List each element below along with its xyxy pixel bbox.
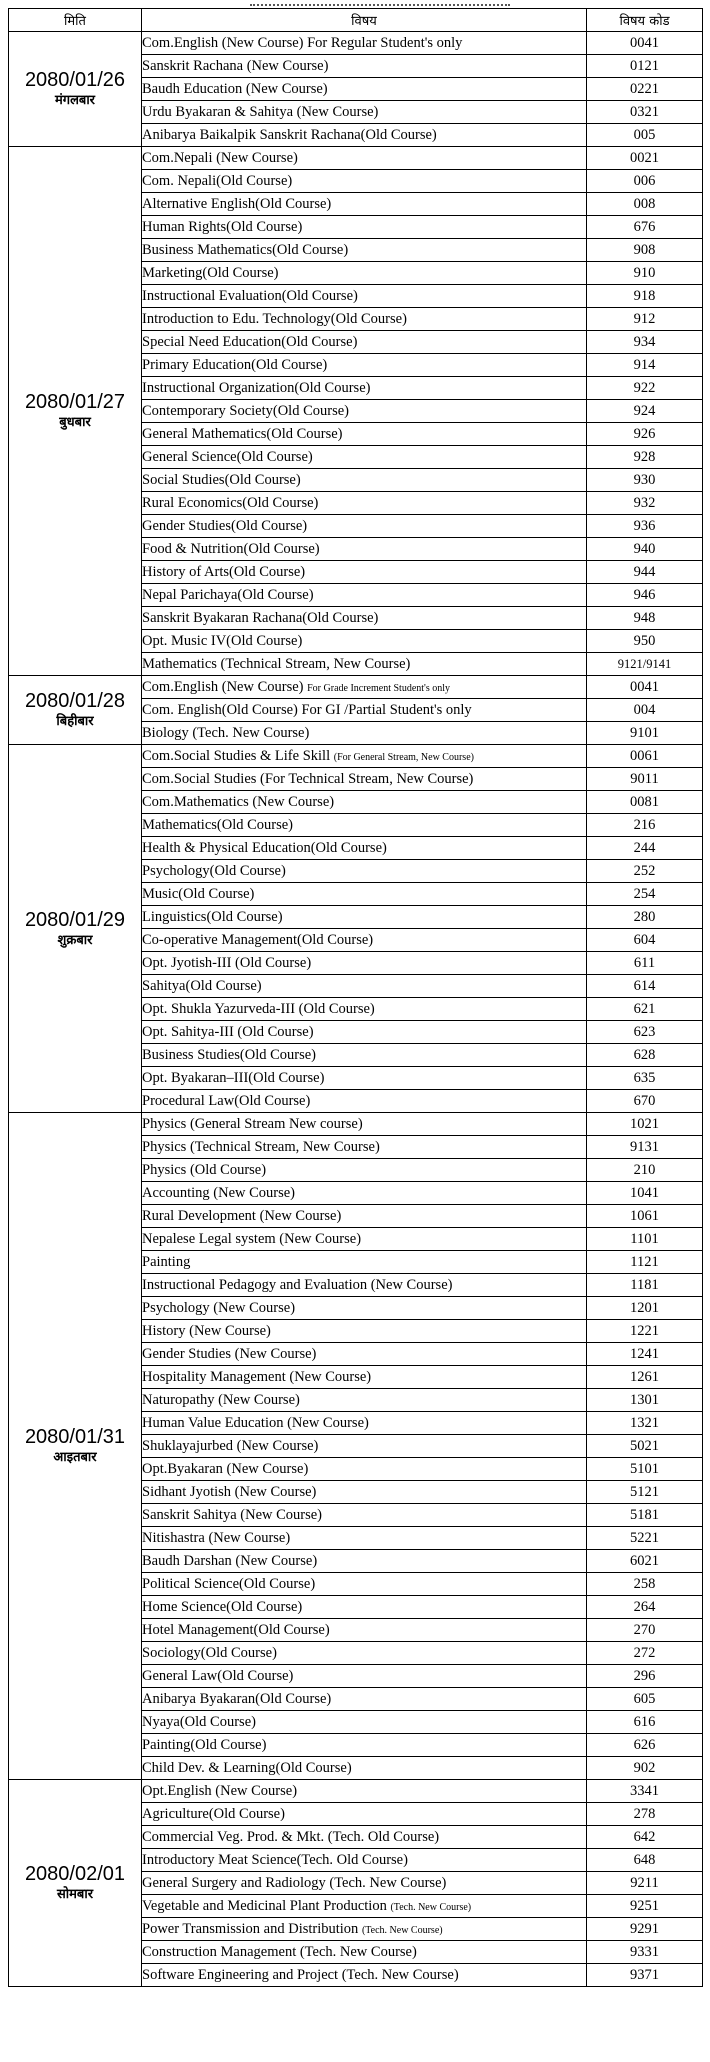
subject-name: Agriculture(Old Course): [142, 1805, 285, 1822]
subject-cell: [142, 1435, 587, 1458]
subject-name: Physics (General Stream New course): [142, 1115, 363, 1132]
subject-code: 1321: [587, 1412, 703, 1435]
subject-cell: [142, 1274, 587, 1297]
exam-weekday: मंगलबार: [54, 93, 95, 108]
subject-code: 946: [587, 584, 703, 607]
subject-name: Opt.Byakaran (New Course): [142, 1460, 309, 1477]
subject-code: 676: [587, 216, 703, 239]
exam-date: 2080/01/28: [24, 690, 126, 712]
subject-name: Instructional Pedagogy and Evaluation (New Course): [142, 1276, 453, 1293]
subject-code: 0041: [587, 676, 703, 699]
subject-name: Hotel Management(Old Course): [142, 1621, 330, 1638]
subject-code: 1221: [587, 1320, 703, 1343]
subject-name: Rural Development (New Course): [142, 1207, 342, 1224]
subject-code: 5101: [587, 1458, 703, 1481]
subject-cell: [142, 1458, 587, 1481]
subject-code: 5221: [587, 1527, 703, 1550]
subject-code: 9251: [587, 1895, 703, 1918]
subject-name: Human Value Education (New Course): [142, 1414, 369, 1431]
subject-code: 934: [587, 331, 703, 354]
subject-name: Instructional Organization(Old Course): [142, 379, 371, 396]
subject-code: 5181: [587, 1504, 703, 1527]
subject-code: 948: [587, 607, 703, 630]
subject-cell: [142, 1343, 587, 1366]
subject-code: 210: [587, 1159, 703, 1182]
subject-code: 1101: [587, 1228, 703, 1251]
subject-cell: [142, 1090, 587, 1113]
subject-name: Sociology(Old Course): [142, 1644, 277, 1661]
subject-name: Food & Nutrition(Old Course): [142, 540, 320, 557]
subject-cell: [142, 308, 587, 331]
subject-cell: [142, 193, 587, 216]
table-row: [9, 1113, 703, 1136]
subject-code: 252: [587, 860, 703, 883]
subject-name: Com.Social Studies & Life Skill: [142, 747, 331, 764]
exam-weekday: बिहीबार: [56, 714, 94, 729]
subject-cell: [142, 1021, 587, 1044]
exam-schedule-table: [8, 8, 703, 1987]
exam-date-cell: [9, 676, 142, 745]
subject-cell: [142, 216, 587, 239]
subject-cell: [142, 469, 587, 492]
subject-name: Rural Economics(Old Course): [142, 494, 319, 511]
subject-name: General Mathematics(Old Course): [142, 425, 343, 442]
subject-note: For Grade Increment Student's only: [307, 682, 451, 694]
subject-cell: [142, 354, 587, 377]
subject-code: 621: [587, 998, 703, 1021]
subject-note: (For General Stream, New Course): [333, 751, 474, 763]
subject-name: Physics (Old Course): [142, 1161, 267, 1178]
exam-date-cell: [9, 745, 142, 1113]
subject-cell: [142, 699, 587, 722]
subject-name: Anibarya Byakaran(Old Course): [142, 1690, 332, 1707]
subject-cell: [142, 170, 587, 193]
subject-cell: [142, 1941, 587, 1964]
subject-cell: [142, 1780, 587, 1803]
subject-cell: [142, 1527, 587, 1550]
cropped-title-remnant: [0, 0, 710, 8]
subject-cell: [142, 1665, 587, 1688]
subject-code: 9371: [587, 1964, 703, 1987]
subject-cell: [142, 1205, 587, 1228]
subject-cell: [142, 1136, 587, 1159]
subject-name: Shuklayajurbed (New Course): [142, 1437, 319, 1454]
subject-name: Painting: [142, 1253, 191, 1270]
subject-code: 932: [587, 492, 703, 515]
exam-date-cell: [9, 147, 142, 676]
subject-cell: [142, 952, 587, 975]
subject-code: 216: [587, 814, 703, 837]
subject-code: 626: [587, 1734, 703, 1757]
subject-name: Marketing(Old Course): [142, 264, 279, 281]
subject-name: Opt. Sahitya-III (Old Course): [142, 1023, 314, 1040]
subject-cell: [142, 55, 587, 78]
subject-cell: [142, 515, 587, 538]
subject-code: 3341: [587, 1780, 703, 1803]
subject-cell: [142, 1182, 587, 1205]
subject-cell: [142, 1872, 587, 1895]
subject-cell: [142, 676, 587, 699]
exam-date: 2080/02/01: [24, 1863, 126, 1885]
subject-name: Procedural Law(Old Course): [142, 1092, 311, 1109]
subject-name: Opt. Jyotish-III (Old Course): [142, 954, 312, 971]
subject-name: Commercial Veg. Prod. & Mkt. (Tech. Old Course): [142, 1828, 440, 1845]
subject-cell: [142, 262, 587, 285]
subject-cell: [142, 331, 587, 354]
exam-date: 2080/01/26: [24, 69, 126, 91]
exam-date: 2080/01/27: [24, 391, 126, 413]
subject-cell: [142, 975, 587, 998]
subject-name: Nepal Parichaya(Old Course): [142, 586, 314, 603]
subject-code: 614: [587, 975, 703, 998]
subject-code: 924: [587, 400, 703, 423]
subject-code: 0321: [587, 101, 703, 124]
subject-cell: [142, 814, 587, 837]
subject-cell: [142, 377, 587, 400]
subject-code: 922: [587, 377, 703, 400]
subject-name: Opt. Byakaran–III(Old Course): [142, 1069, 325, 1086]
subject-code: 940: [587, 538, 703, 561]
table-row: [9, 32, 703, 55]
subject-name: Sanskrit Rachana (New Course): [142, 57, 329, 74]
exam-date: 2080/01/31: [24, 1426, 126, 1448]
subject-name: Opt. Shukla Yazurveda-III (Old Course): [142, 1000, 375, 1017]
subject-name: Software Engineering and Project (Tech. New Course): [142, 1966, 459, 1983]
code-column-header: विषय कोड: [587, 9, 703, 32]
subject-name: Music(Old Course): [142, 885, 255, 902]
subject-code: 936: [587, 515, 703, 538]
subject-cell: [142, 400, 587, 423]
subject-code: 9291: [587, 1918, 703, 1941]
subject-cell: [142, 998, 587, 1021]
subject-name: Sanskrit Byakaran Rachana(Old Course): [142, 609, 379, 626]
subject-cell: [142, 1849, 587, 1872]
subject-name: Psychology (New Course): [142, 1299, 296, 1316]
subject-name: Instructional Evaluation(Old Course): [142, 287, 358, 304]
exam-weekday: सोमबार: [56, 1887, 94, 1902]
subject-name: Com.Social Studies (For Technical Stream, New Course): [142, 770, 474, 787]
subject-cell: [142, 1504, 587, 1527]
subject-code: 264: [587, 1596, 703, 1619]
subject-code: 0061: [587, 745, 703, 768]
subject-cell: [142, 1918, 587, 1941]
subject-name: Com. English(Old Course) For GI /Partial Student's only: [142, 701, 472, 718]
subject-name: Introduction to Edu. Technology(Old Course): [142, 310, 407, 327]
subject-cell: [142, 538, 587, 561]
subject-name: Anibarya Baikalpik Sanskrit Rachana(Old Course): [142, 126, 437, 143]
subject-code: 0221: [587, 78, 703, 101]
subject-name: History (New Course): [142, 1322, 271, 1339]
subject-cell: [142, 1757, 587, 1780]
subject-cell: [142, 101, 587, 124]
subject-name: Opt.English (New Course): [142, 1782, 298, 1799]
subject-name: Child Dev. & Learning(Old Course): [142, 1759, 352, 1776]
subject-name: Com.English (New Course): [142, 678, 304, 695]
subject-code: 902: [587, 1757, 703, 1780]
subject-code: 914: [587, 354, 703, 377]
subject-code: 006: [587, 170, 703, 193]
subject-name: Construction Management (Tech. New Course): [142, 1943, 417, 1960]
subject-cell: [142, 1044, 587, 1067]
subject-name: Nepalese Legal system (New Course): [142, 1230, 362, 1247]
table-row: [9, 745, 703, 768]
subject-name: Biology (Tech. New Course): [142, 724, 310, 741]
subject-cell: [142, 906, 587, 929]
subject-code: 1061: [587, 1205, 703, 1228]
subject-cell: [142, 1619, 587, 1642]
subject-cell: [142, 837, 587, 860]
subject-cell: [142, 768, 587, 791]
subject-cell: [142, 745, 587, 768]
subject-code: 5021: [587, 1435, 703, 1458]
subject-name: Business Mathematics(Old Course): [142, 241, 349, 258]
subject-name: Opt. Music IV(Old Course): [142, 632, 303, 649]
subject-code: 0041: [587, 32, 703, 55]
subject-cell: [142, 1113, 587, 1136]
subject-cell: [142, 653, 587, 676]
subject-code: 930: [587, 469, 703, 492]
subject-cell: [142, 1734, 587, 1757]
subject-cell: [142, 147, 587, 170]
exam-weekday: शुक्रबार: [57, 932, 93, 948]
subject-cell: [142, 1412, 587, 1435]
subject-code: 648: [587, 1849, 703, 1872]
subject-code: 278: [587, 1803, 703, 1826]
subject-name: Baudh Education (New Course): [142, 80, 328, 97]
subject-code: 908: [587, 239, 703, 262]
subject-cell: [142, 1320, 587, 1343]
exam-weekday: आइतबार: [53, 1450, 97, 1465]
subject-cell: [142, 1366, 587, 1389]
subject-cell: [142, 239, 587, 262]
subject-code: 9131: [587, 1136, 703, 1159]
subject-name: Psychology(Old Course): [142, 862, 286, 879]
subject-cell: [142, 1688, 587, 1711]
subject-code: 918: [587, 285, 703, 308]
subject-name: Primary Education(Old Course): [142, 356, 328, 373]
subject-cell: [142, 1573, 587, 1596]
subject-name: Urdu Byakaran & Sahitya (New Course): [142, 103, 379, 120]
cropped-title-line: [250, 0, 510, 6]
subject-code: 280: [587, 906, 703, 929]
subject-cell: [142, 791, 587, 814]
subject-cell: [142, 1550, 587, 1573]
subject-name: Home Science(Old Course): [142, 1598, 303, 1615]
subject-cell: [142, 1711, 587, 1734]
subject-code: 1121: [587, 1251, 703, 1274]
subject-name: Mathematics (Technical Stream, New Course): [142, 655, 411, 672]
subject-cell: [142, 124, 587, 147]
table-row: [9, 1780, 703, 1803]
subject-cell: [142, 630, 587, 653]
subject-cell: [142, 446, 587, 469]
subject-cell: [142, 78, 587, 101]
subject-cell: [142, 1803, 587, 1826]
subject-code: 910: [587, 262, 703, 285]
exam-date-cell: [9, 32, 142, 147]
subject-code: 008: [587, 193, 703, 216]
subject-cell: [142, 1159, 587, 1182]
subject-cell: [142, 584, 587, 607]
subject-cell: [142, 561, 587, 584]
subject-code: 0121: [587, 55, 703, 78]
subject-name: Vegetable and Medicinal Plant Production: [142, 1897, 387, 1914]
subject-cell: [142, 607, 587, 630]
subject-cell: [142, 1964, 587, 1987]
subject-cell: [142, 423, 587, 446]
schedule-body: [9, 32, 703, 1987]
subject-column-header: विषय: [142, 9, 587, 32]
date-column-header: मिति: [9, 9, 142, 32]
subject-cell: [142, 929, 587, 952]
subject-name: General Surgery and Radiology (Tech. New Course): [142, 1874, 447, 1891]
subject-code: 9101: [587, 722, 703, 745]
subject-code: 270: [587, 1619, 703, 1642]
subject-name: Power Transmission and Distribution: [142, 1920, 359, 1937]
subject-code: 0021: [587, 147, 703, 170]
subject-code: 272: [587, 1642, 703, 1665]
subject-code: 928: [587, 446, 703, 469]
subject-code: 944: [587, 561, 703, 584]
subject-code: 296: [587, 1665, 703, 1688]
subject-code: 616: [587, 1711, 703, 1734]
subject-code: 628: [587, 1044, 703, 1067]
subject-code: 1041: [587, 1182, 703, 1205]
subject-name: Contemporary Society(Old Course): [142, 402, 349, 419]
subject-name: Sanskrit Sahitya (New Course): [142, 1506, 323, 1523]
subject-name: Com.Nepali (New Course): [142, 149, 298, 166]
subject-name: Nitishastra (New Course): [142, 1529, 291, 1546]
subject-name: Introductory Meat Science(Tech. Old Course): [142, 1851, 408, 1868]
subject-name: Accounting (New Course): [142, 1184, 296, 1201]
subject-name: Gender Studies (New Course): [142, 1345, 317, 1362]
subject-name: Mathematics(Old Course): [142, 816, 294, 833]
subject-name: Health & Physical Education(Old Course): [142, 839, 387, 856]
subject-code: 950: [587, 630, 703, 653]
subject-code: 6021: [587, 1550, 703, 1573]
subject-cell: [142, 1826, 587, 1849]
subject-name: General Law(Old Course): [142, 1667, 294, 1684]
subject-code: 635: [587, 1067, 703, 1090]
subject-code: 605: [587, 1688, 703, 1711]
exam-weekday: बुधबार: [59, 415, 91, 430]
subject-code: 926: [587, 423, 703, 446]
subject-name: Gender Studies(Old Course): [142, 517, 308, 534]
subject-name: Social Studies(Old Course): [142, 471, 301, 488]
subject-note: (Tech. New Course): [361, 1924, 443, 1936]
subject-name: Business Studies(Old Course): [142, 1046, 316, 1063]
subject-code: 1021: [587, 1113, 703, 1136]
subject-code: 1261: [587, 1366, 703, 1389]
subject-name: Sahitya(Old Course): [142, 977, 262, 994]
subject-name: Baudh Darshan (New Course): [142, 1552, 318, 1569]
subject-name: General Science(Old Course): [142, 448, 313, 465]
subject-cell: [142, 1297, 587, 1320]
subject-code: 258: [587, 1573, 703, 1596]
subject-code: 1241: [587, 1343, 703, 1366]
subject-cell: [142, 722, 587, 745]
exam-date-cell: [9, 1113, 142, 1780]
subject-name: Com. Nepali(Old Course): [142, 172, 293, 189]
subject-cell: [142, 32, 587, 55]
subject-cell: [142, 1895, 587, 1918]
subject-cell: [142, 883, 587, 906]
subject-name: Alternative English(Old Course): [142, 195, 332, 212]
subject-cell: [142, 1596, 587, 1619]
subject-name: Hospitality Management (New Course): [142, 1368, 372, 1385]
subject-code: 1301: [587, 1389, 703, 1412]
subject-code: 9331: [587, 1941, 703, 1964]
subject-name: Political Science(Old Course): [142, 1575, 316, 1592]
subject-code: 604: [587, 929, 703, 952]
subject-name: Painting(Old Course): [142, 1736, 267, 1753]
subject-code: 254: [587, 883, 703, 906]
exam-date: 2080/01/29: [24, 908, 126, 931]
subject-code: 9211: [587, 1872, 703, 1895]
subject-cell: [142, 1251, 587, 1274]
subject-name: Linguistics(Old Course): [142, 908, 283, 925]
subject-name: Physics (Technical Stream, New Course): [142, 1138, 380, 1155]
subject-cell: [142, 860, 587, 883]
subject-code: 9011: [587, 768, 703, 791]
subject-cell: [142, 1228, 587, 1251]
subject-cell: [142, 1481, 587, 1504]
subject-code: 912: [587, 308, 703, 331]
subject-code: 1181: [587, 1274, 703, 1297]
subject-cell: [142, 1389, 587, 1412]
subject-code: 9121/9141: [587, 653, 703, 676]
subject-name: Human Rights(Old Course): [142, 218, 303, 235]
subject-code: 0081: [587, 791, 703, 814]
subject-name: Com.Mathematics (New Course): [142, 793, 335, 810]
table-row: [9, 676, 703, 699]
subject-cell: [142, 1642, 587, 1665]
subject-name: Naturopathy (New Course): [142, 1391, 300, 1408]
subject-name: Sidhant Jyotish (New Course): [142, 1483, 317, 1500]
subject-code: 5121: [587, 1481, 703, 1504]
subject-cell: [142, 285, 587, 308]
subject-code: 005: [587, 124, 703, 147]
subject-code: 670: [587, 1090, 703, 1113]
subject-name: History of Arts(Old Course): [142, 563, 306, 580]
table-row: [9, 147, 703, 170]
exam-date-cell: [9, 1780, 142, 1987]
subject-name: Co-operative Management(Old Course): [142, 931, 374, 948]
subject-code: 611: [587, 952, 703, 975]
subject-code: 244: [587, 837, 703, 860]
subject-name: Com.English (New Course) For Regular Student's only: [142, 34, 463, 51]
subject-code: 623: [587, 1021, 703, 1044]
subject-name: Nyaya(Old Course): [142, 1713, 256, 1730]
table-header-row: [9, 9, 703, 32]
subject-cell: [142, 1067, 587, 1090]
subject-code: 004: [587, 699, 703, 722]
subject-name: Special Need Education(Old Course): [142, 333, 358, 350]
subject-code: 1201: [587, 1297, 703, 1320]
subject-cell: [142, 492, 587, 515]
subject-code: 642: [587, 1826, 703, 1849]
subject-note: (Tech. New Course): [390, 1901, 472, 1913]
